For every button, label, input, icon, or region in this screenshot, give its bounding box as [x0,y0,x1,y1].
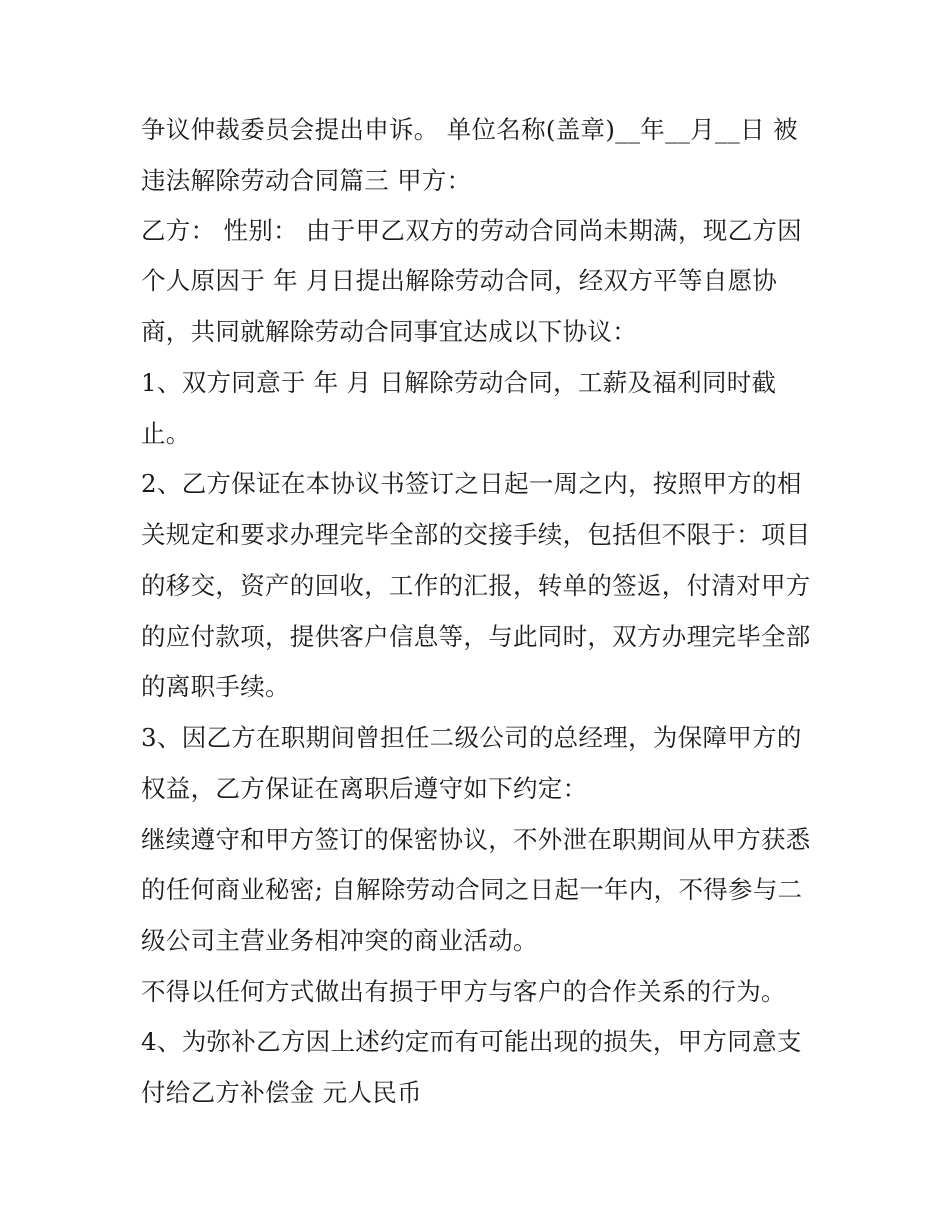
text-line-12: 的离职手续。 [141,672,290,701]
text-line-15: 继续遵守和甲方签订的保密协议，不外泄在职期间从甲方获悉 [141,825,811,854]
text-line-3: 乙方： 性别： 由于甲乙双方的劳动合同尚未期满，现乙方因 [141,216,802,245]
text-line-5: 商，共同就解除劳动合同事宜达成以下协议： [141,317,637,346]
text-line-10: 的移交，资产的回收，工作的汇报，转单的签返，付清对甲方 [141,571,811,600]
text-line-4: 个人原因于 年 月日提出解除劳动合同，经双方平等自愿协 [141,266,778,295]
text-line-16: 的任何商业秘密; 自解除劳动合同之日起一年内，不得参与二 [141,875,803,904]
text-line-19: 4、为弥补乙方因上述约定而有可能出现的损失，甲方同意支 [141,1027,802,1056]
text-line-7: 止。 [141,419,191,448]
text-line-1: 争议仲裁委员会提出申诉。 单位名称(盖章)__年__月__日 被 [141,115,798,144]
text-line-2: 违法解除劳动合同篇三 甲方： [141,166,472,195]
text-line-20: 付给乙方补偿金 元人民币 [141,1078,422,1107]
text-line-18: 不得以任何方式做出有损于甲方与客户的合作关系的行为。 [141,977,786,1006]
text-line-8: 2、乙方保证在本协议书签订之日起一周之内，按照甲方的相 [141,469,802,498]
text-line-6: 1、双方同意于 年 月 日解除劳动合同，工薪及福利同时截 [141,368,777,397]
text-line-9: 关规定和要求办理完毕全部的交接手续，包括但不限于：项目 [141,520,811,549]
text-line-14: 权益，乙方保证在离职后遵守如下约定： [141,774,588,803]
text-line-13: 3、因乙方在职期间曾担任二级公司的总经理，为保障甲方的 [141,723,802,752]
text-line-11: 的应付款项，提供客户信息等，与此同时，双方办理完毕全部 [141,622,811,651]
text-line-17: 级公司主营业务相冲突的商业活动。 [141,926,538,955]
